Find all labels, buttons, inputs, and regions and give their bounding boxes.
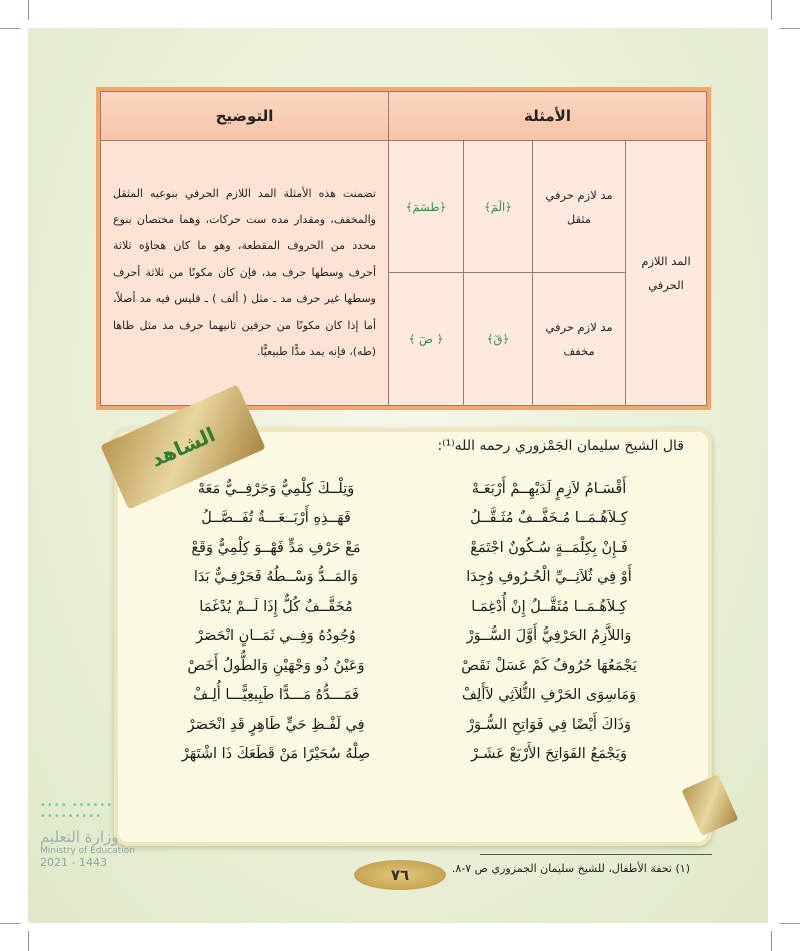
- verse-first-half: كِـلاَهُـمَــا مُثَقَّــلٌ إِنْ أُدْغِمَـا: [471, 598, 627, 615]
- verse-first-half: وَذَاكَ أَيْضًا فِي فَوَاتِحِ السُّـوَرْ: [467, 716, 631, 733]
- explanation-table: [96, 87, 711, 410]
- crop-mark: [28, 931, 29, 951]
- verse-second-half: فِي لَفْـظِ حَيٍّ طَاهِرٍ قَدِ انْحَصَرْ: [187, 716, 365, 733]
- row-category: المد اللازم الحرفي: [626, 141, 707, 406]
- explanation-text: تضمنت هذه الأمثلة المد اللازم الحرفي بنوعيه المثقل والمخفف، ومقدار مده ست حركات، وهما مختصان بنوع محدد من الحروف المقطعة، وهو ما كان هجاؤه ثلاثة أحرف وسطها حرف مد، فإن كان مكونًا من ثلاثة أحرف وسطها غير حرف مد ـ مثل ( ألف ) ـ فليس فيه مد أصلاً، أما إذا كان مكونًا من حرفين ثانيهما حرف مد مثل طاها (طه)، فإنه يمد مدًّا طبيعيًّا.: [101, 141, 389, 406]
- crop-mark: [28, 0, 29, 20]
- example-cell: ﴿الٓمٓ﴾: [464, 141, 533, 273]
- verse-line: [150, 622, 675, 652]
- crop-mark: [0, 28, 20, 29]
- verse-second-half: مُخَفَّــفٌ كُلٌّ إِذَا لَــمْ يُدْغَمَا: [199, 598, 353, 615]
- verse-first-half: وَاللاَّزِمُ الحَرْفِيُّ أَوَّلَ السُّــوَرْ: [466, 628, 632, 645]
- ministry-logo: [40, 800, 160, 869]
- verse-second-half: صِلْهُ سُحَيْرًا مَنْ قَطَعَكَ ذَا اشْتَهَرْ: [181, 746, 371, 763]
- ministry-year: 2021 - 1443: [40, 856, 107, 869]
- ribbon-label: الشاهد: [147, 422, 219, 472]
- verse-line: [150, 740, 675, 770]
- poem-intro: قال الشيخ سليمان الجَمْزوري رحمه الله⁽¹⁾:: [437, 438, 684, 454]
- verse-first-half: أَوْ فِي ثُلاَثِــيِّ الْحُـرُوفِ وُجِدَا: [466, 569, 632, 586]
- verse-line: [150, 563, 675, 593]
- verse-line: [150, 651, 675, 681]
- verse-line: [150, 533, 675, 563]
- verse-line: [150, 710, 675, 740]
- verse-second-half: مَعْ حَرْفِ مَدٍّ فَهْــوَ كِلْمِيٌّ وَقَعْ: [191, 539, 361, 556]
- verse-second-half: فَمَـــدُّهُ مَـــدًّا طَبِيعِيًّـــا أُلِـفْ: [193, 687, 359, 704]
- verse-second-half: وُجُودُهُ وَفِــي ثَمَــانٍ انْحَصَرْ: [196, 628, 356, 645]
- footnote: (١) تحفة الأطفال، للشيخ سليمان الجمزوري ص ٧-٨.: [451, 862, 690, 875]
- verse-line: [150, 681, 675, 711]
- verse-first-half: يَجْمَعُهَا حُرُوفُ كَمْ عَسَلْ نَقَصْ: [461, 657, 637, 674]
- verse-second-half: وَالمَــدُّ وَسْــطُهُ فَحَرْفِـيٌّ بَدَا: [193, 569, 359, 586]
- verse-first-half: كِـلاَهُـمَــا مُـخَفَّــفٌ مُثَـقَّــلُ: [470, 510, 628, 527]
- header-examples: الأمثلة: [389, 92, 707, 141]
- example-cell: ﴿طسٓمٓ﴾: [389, 141, 464, 273]
- footnote-divider: [480, 854, 712, 855]
- type-cell: مد لازم حرفي مخفف: [533, 273, 626, 406]
- type-cell: مد لازم حرفي مثقل: [533, 141, 626, 273]
- crop-mark: [0, 923, 20, 924]
- header-explanation: التوضيح: [101, 92, 389, 141]
- crop-mark: [780, 923, 800, 924]
- verse-second-half: وَتِلْــكَ كِلْمِيٌّ وَحَرْفِــيٌّ مَعَهْ: [197, 480, 355, 497]
- example-cell: ﴿ صٓ ﴾: [389, 273, 464, 406]
- logo-dots-icon: •••• •••••• •••••••••: [40, 800, 114, 822]
- rules-table: [100, 91, 707, 406]
- ministry-name-ar: وزارة التعليم: [40, 828, 119, 846]
- example-cell: ﴿قٓ﴾: [464, 273, 533, 406]
- ministry-name-en: Ministry of Education: [40, 846, 135, 856]
- crop-mark: [780, 28, 800, 29]
- verse-line: [150, 504, 675, 534]
- poem-verses: [150, 474, 675, 834]
- verse-second-half: فَهَــذِهِ أَرْبَــعَـــةٌ تُفَــصَّــلُ: [201, 510, 351, 527]
- verse-second-half: وَعَيْنُ ذُو وَجْهَيْنِ وَالطُّولُ أَخَصْ: [187, 657, 365, 674]
- verse-first-half: فَـإِنْ بِكِلْمَــةٍ سُـكُونٌ اجْتَمَعْ: [470, 539, 628, 556]
- page-number: ٧٦: [354, 860, 446, 890]
- crop-mark: [771, 0, 772, 20]
- verse-first-half: وَيَجْمَعُ الفَوَاتِحَ الأَرْبَعْ عَشَـرْ: [471, 746, 627, 763]
- verse-first-half: أَقْسَـامُ لاَزِمٍ لَدَيْهِــمْ أَرْبَعَـهْ: [471, 480, 627, 497]
- verse-line: [150, 592, 675, 622]
- verse-line: [150, 474, 675, 504]
- verse-first-half: وَمَاسِوَى الحَرْفِ الثُّلاَثِي لاَأَلِفْ: [461, 687, 637, 704]
- crop-mark: [771, 931, 772, 951]
